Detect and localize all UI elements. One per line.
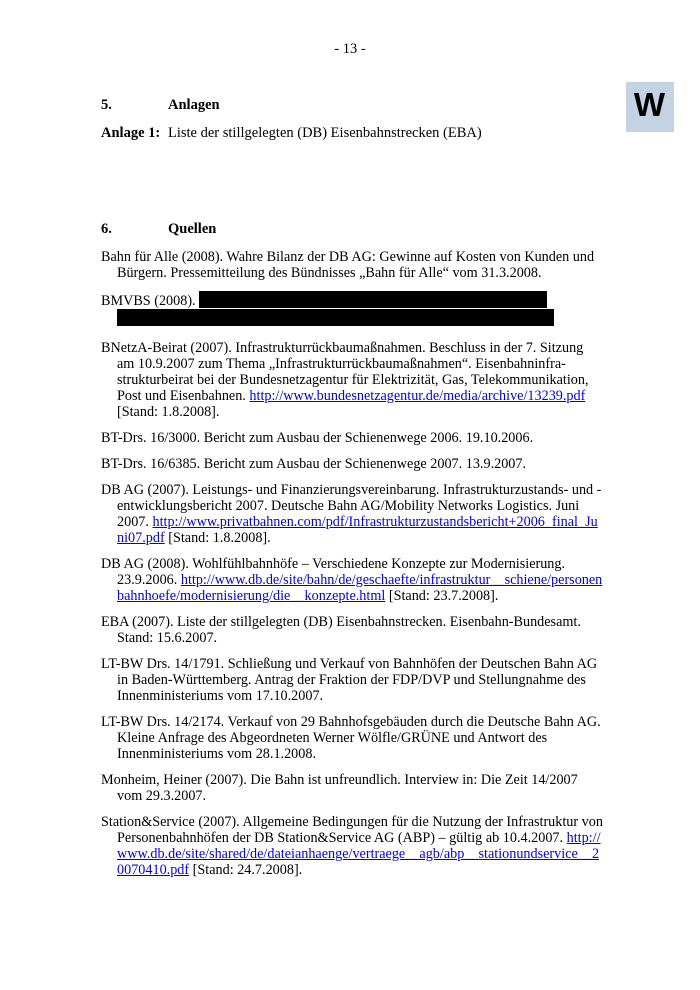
reference-text: Station&Service (2007). Allgemeine Bedingungen für die Nutzung der Infrastruktur von Personenbahnhöfen der DB Station&Service AG (ABP) – gültig ab 10.4.2007. [101,814,603,846]
reference-access-date: [Stand: 1.8.2008]. [168,530,271,546]
reference-item [101,340,603,420]
section-title: Quellen [168,221,217,237]
annex-text: Liste der stillgelegten (DB) Eisenbahnstrecken (EBA) [168,125,482,141]
reference-text: BNetzA-Beirat (2007). Infrastrukturrückbaumaßnahmen. Beschluss in der 7. Sitzung am 10.9.2007 zum Thema „Infrastrukturrückbaumaßnahmen“. Eisenbahninfrastrukturbeirat bei der Bundesnetzagentur für Elektrizität, Gas, Telekommunikation, Post und Eisenbahnen. [101,340,589,404]
reference-access-date: [Stand: 23.7.2008]. [388,588,499,604]
reference-item [101,556,603,604]
logo-letter: W [633,86,663,123]
reference-text: LT-BW Drs. 14/1791. Schließung und Verkauf von Bahnhöfen der Deutschen Bahn AG in Baden-Württemberg. Antrag der Fraktion der FDP/DVP und Stellungnahme des Innenministeriums vom 17.10.2007. [101,656,598,704]
annex-entry [101,125,482,142]
reference-text: LT-BW Drs. 14/2174. Verkauf von 29 Bahnhofsgebäuden durch die Deutsche Bahn AG. Kleine Anfrage des Abgeordneten Werner Wölfle/GRÜNE und Antwort des Innenministeriums vom 28.1.2008. [101,714,601,762]
reference-access-date: [Stand: 1.8.2008]. [117,404,220,420]
redaction-bar [199,291,547,308]
reference-item [101,291,603,326]
reference-text: Bahn für Alle (2008). Wahre Bilanz der DB AG: Gewinne auf Kosten von Kunden und Bürgern. Pressemitteilung des Bündnisses „Bahn für Alle“ vom 31.3.2008. [101,249,595,281]
section-number: 6. [101,221,112,237]
reference-item [101,482,603,546]
redaction-bar [117,309,554,326]
reference-item [101,430,603,446]
page-number: - 13 - [334,41,366,57]
section-number: 5. [101,97,112,113]
reference-item [101,772,603,804]
reference-link[interactable]: http://www.db.de/site/bahn/de/geschaefte/infrastruktur__schiene/personenbahnhoefe/modernisierung/die__konzepte.html [117,572,603,604]
reference-text: Monheim, Heiner (2007). Die Bahn ist unfreundlich. Interview in: Die Zeit 14/2007 vom 29.3.2007. [101,772,578,804]
reference-text: BT-Drs. 16/3000. Bericht zum Ausbau der Schienenwege 2006. 19.10.2006. [101,430,534,446]
reference-list [101,249,603,888]
logo [626,82,674,132]
reference-text: BMVBS (2008). [101,293,196,309]
reference-item [101,714,603,762]
reference-text: BT-Drs. 16/6385. Bericht zum Ausbau der Schienenwege 2007. 13.9.2007. [101,456,527,472]
reference-item [101,249,603,281]
section-title: Anlagen [168,97,220,113]
reference-text: EBA (2007). Liste der stillgelegten (DB) Eisenbahnstrecken. Eisenbahn-Bundesamt. Stand: 15.6.2007. [101,614,581,646]
reference-text: DB AG (2007). Leistungs- und Finanzierungsvereinbarung. Infrastrukturzustands- und -entwicklungsbericht 2007. Deutsche Bahn AG/Mobility Networks Logistics. Juni 2007. [101,482,602,530]
reference-item [101,814,603,878]
reference-item [101,456,603,472]
annex-label: Anlage 1: [101,125,161,141]
reference-link[interactable]: http://www.privatbahnen.com/pdf/Infrastrukturzustandsbericht+2006_final_Juni07.pdf [117,514,598,546]
reference-item [101,656,603,704]
reference-text: DB AG (2008). Wohlfühlbahnhöfe – Verschiedene Konzepte zur Modernisierung. 23.9.2006. [101,556,566,588]
reference-link[interactable]: http://www.bundesnetzagentur.de/media/archive/13239.pdf [249,388,586,404]
reference-item [101,614,603,646]
reference-link[interactable]: http://www.db.de/site/shared/de/dateianhaenge/vertraege__agb/abp__stationundservice__20070410.pdf [117,830,601,878]
reference-access-date: [Stand: 24.7.2008]. [192,862,303,878]
